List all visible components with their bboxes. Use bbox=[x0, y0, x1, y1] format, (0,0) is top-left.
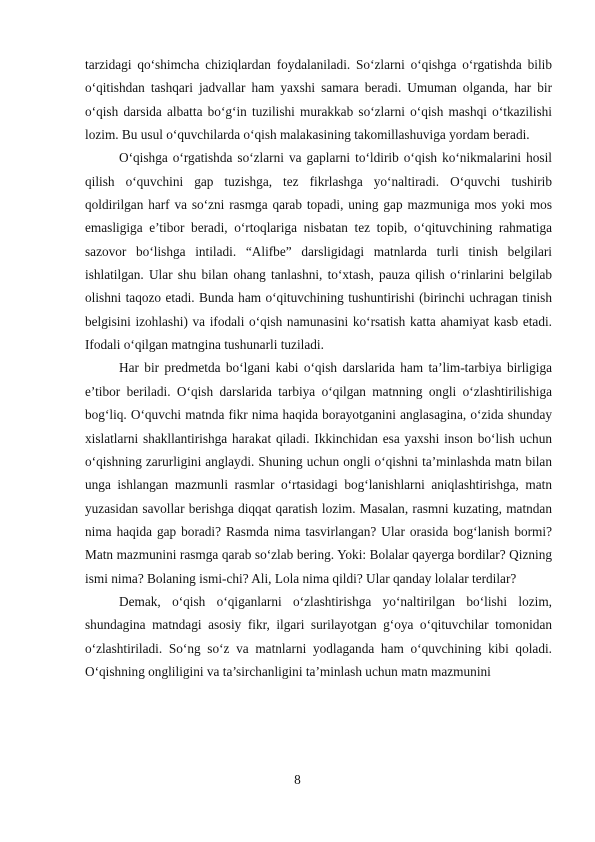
paragraph-continuation: tarzidagi qo‘shimcha chiziqlardan foydalaniladi. So‘zlarni o‘qishga o‘rgatishda bilib o‘qitishdan tashqari jadvallar ham yaxshi samara beradi. Umuman olganda, har bir o‘qish darsida albatta bo‘g‘in tuzilishi murakkab so‘zlarni o‘qish mashqi o‘tkazilishi lozim. Bu usul o‘quvchilarda o‘qish malakasining takomillashuviga yordam beradi. bbox=[85, 57, 552, 143]
paragraph-conclusion: Demak, o‘qish o‘qiganlarni o‘zlashtirishga yo‘naltirilgan bo‘lishi lozim, shundagina matndagi asosiy fikr, ilgari surilayotgan g‘oya o‘qituvchilar tomonidan o‘zlashtiriladi. So‘ng so‘z va matnlarni yodlaganda ham o‘quvchining kibi qoladi. O‘qishning ongliligini va ta’sirchanligini ta’minlash uchun matn mazmunini bbox=[85, 593, 552, 679]
body-text bbox=[85, 53, 552, 683]
paragraph-reading-skills: O‘qishga o‘rgatishda so‘zlarni va gaplarni to‘ldirib o‘qish ko‘nikmalarini hosil qilish o‘quvchini gap tuzishga, tez fikrlashga yo‘naltiradi. O‘quvchi tushirib qoldirilgan harf va so‘zni rasmga qarab topadi, uning gap mazmuniga mos yoki mos emasligiga e’tibor beradi, o‘rtoqlariga nisbatan tez topib, o‘qituvchining rahmatiga sazovor bo‘lishga intiladi. “Alifbe” darsligidagi matnlarda turli tinish belgilari ishlatilgan. Ular shu bilan ohang tanlashni, to‘xtash, pauza qilish o‘rinlarini belgilab olishni taqozo etadi. Bunda ham o‘qituvchining tushuntirishi (birinchi uchragan tinish belgisini izohlashi) va ifodali o‘qish namunasini ko‘rsatish katta ahamiyat kasb etadi. Ifodali o‘qilgan matngina tushunarli tuziladi. bbox=[85, 150, 552, 353]
page-number: 8 bbox=[294, 772, 301, 787]
paragraph-education-unity: Har bir predmetda bo‘lgani kabi o‘qish darslarida ham ta’lim-tarbiya birligiga e’tibor beriladi. O‘qish darslarida tarbiya o‘qilgan matnning ongli o‘zlashtirilishiga bog‘liq. O‘quvchi matnda fikr nima haqida borayotganini anglasagina, o‘zida shunday xislatlarni shakllantirishga harakat qiladi. Ikkinchidan esa yaxshi inson bo‘lish uchun o‘qishning zarurligini anglaydi. Shuning uchun ongli o‘qishni ta’minlashda matn bilan unga ishlangan mazmunli rasmlar o‘rtasidagi bog‘lanishlarni aniqlashtirishga, matn yuzasidan savollar berishga diqqat qaratish lozim. Masalan, rasmni kuzating, matndan nima haqida gap boradi? Rasmda nima tasvirlangan? Ular orasida bog‘lanish bormi? Matn mazmunini rasmga qarab so‘zlab bering. Yoki: Bolalar qayerga bordilar? Qizning ismi nima? Bolaning ismi-chi? Ali, Lola nima qildi? Ular qanday lolalar terdilar? bbox=[85, 360, 552, 586]
